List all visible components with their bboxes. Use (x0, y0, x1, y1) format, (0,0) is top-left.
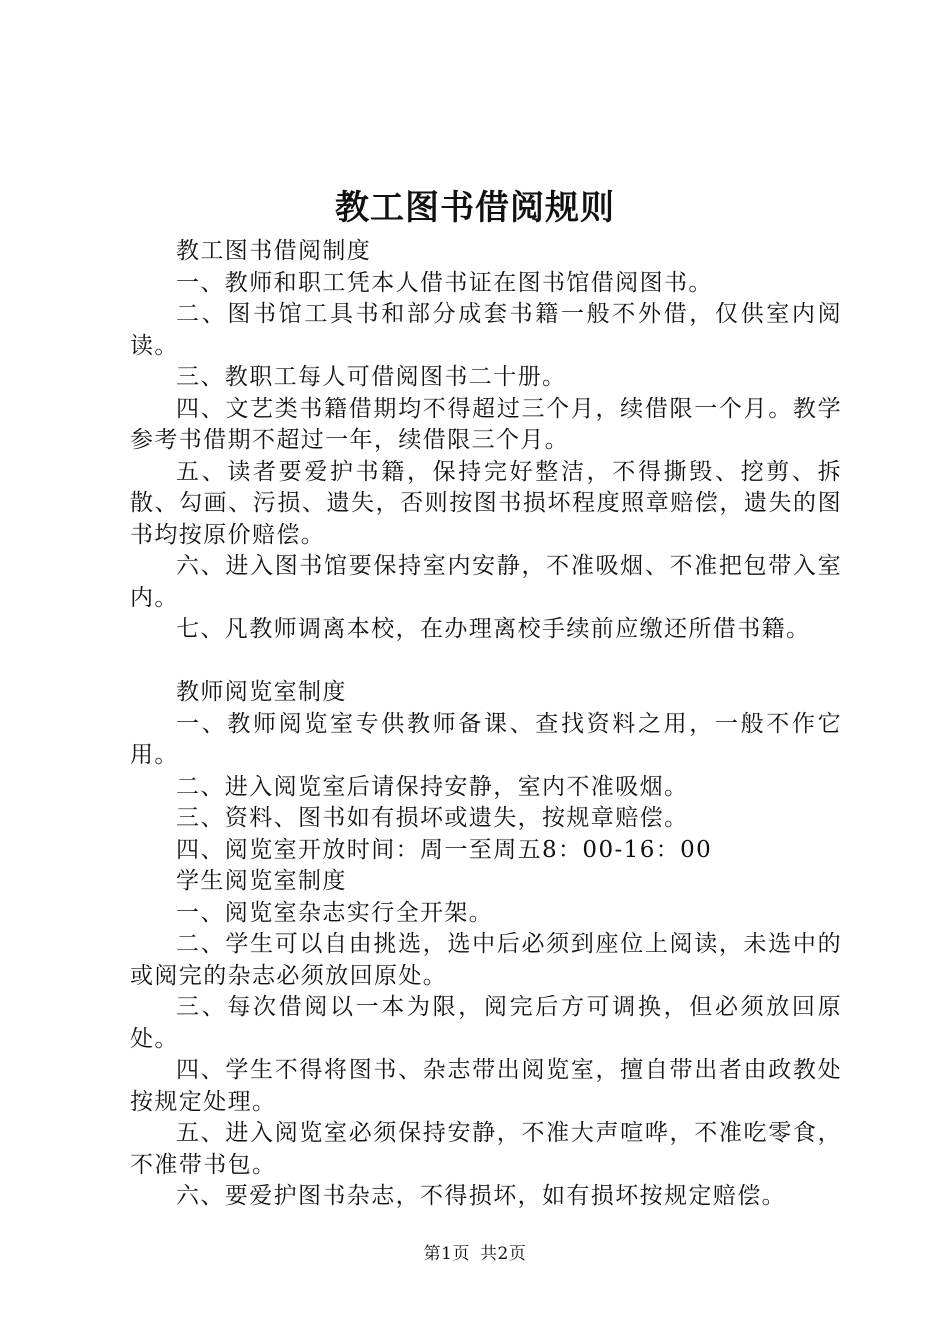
rule-item: 二、图书馆工具书和部分成套书籍一般不外借，仅供室内阅读。 (130, 301, 842, 359)
rule-item: 四、学生不得将图书、杂志带出阅览室，擅自带出者由政教处按规定处理。 (130, 1057, 842, 1115)
rule-item: 三、资料、图书如有损坏或遗失，按规章赔偿。 (176, 805, 689, 831)
rule-item: 二、进入阅览室后请保持安静，室内不准吸烟。 (176, 773, 689, 800)
rule-item: 七、凡教师调离本校，在办理离校手续前应缴还所借书籍。 (176, 616, 811, 642)
rule-item: 四、阅览室开放时间：周一至周五8：00-16：00 (176, 836, 713, 863)
rule-item: 一、教师和职工凭本人借书证在图书馆借阅图书。 (176, 269, 713, 296)
rule-item: 一、阅览室杂志实行全开架。 (176, 899, 494, 926)
rule-item: 六、进入图书馆要保持室内安静，不准吸烟、不准把包带入室内。 (130, 553, 842, 611)
page-footer (0, 1242, 950, 1266)
rule-item: 二、学生可以自由挑选，选中后必须到座位上阅读，未选中的或阅完的杂志必须放回原处。 (130, 931, 842, 989)
section-heading: 学生阅览室制度 (176, 868, 347, 894)
rule-item: 一、教师阅览室专供教师备课、查找资料之用，一般不作它用。 (130, 710, 842, 768)
page-number-total: 共2页 (480, 1244, 527, 1264)
rule-item: 六、要爱护图书杂志，不得损坏，如有损坏按规定赔偿。 (176, 1183, 786, 1209)
rule-item: 四、文艺类书籍借期均不得超过三个月，续借限一个月。教学参考书借期不超过一年，续借限三个月。 (130, 395, 842, 453)
rule-item: 三、每次借阅以一本为限，阅完后方可调换，但必须放回原处。 (130, 994, 842, 1052)
page-number-current: 第1页 (423, 1244, 470, 1264)
section-heading: 教工图书借阅制度 (176, 238, 372, 264)
document-title: 教工图书借阅规则 (335, 188, 615, 228)
section-spacer (130, 646, 842, 678)
rule-item: 三、教职工每人可借阅图书二十册。 (176, 364, 567, 390)
section-heading: 教师阅览室制度 (176, 679, 347, 705)
document-body (130, 236, 842, 1213)
rule-item: 五、进入阅览室必须保持安静，不准大声喧哗，不准吃零食，不准带书包。 (130, 1120, 842, 1178)
rule-item: 五、读者要爱护书籍，保持完好整洁，不得撕毁、挖剪、拆散、勾画、污损、遗失，否则按图书损坏程度照章赔偿，遗失的图书均按原价赔偿。 (130, 458, 842, 548)
